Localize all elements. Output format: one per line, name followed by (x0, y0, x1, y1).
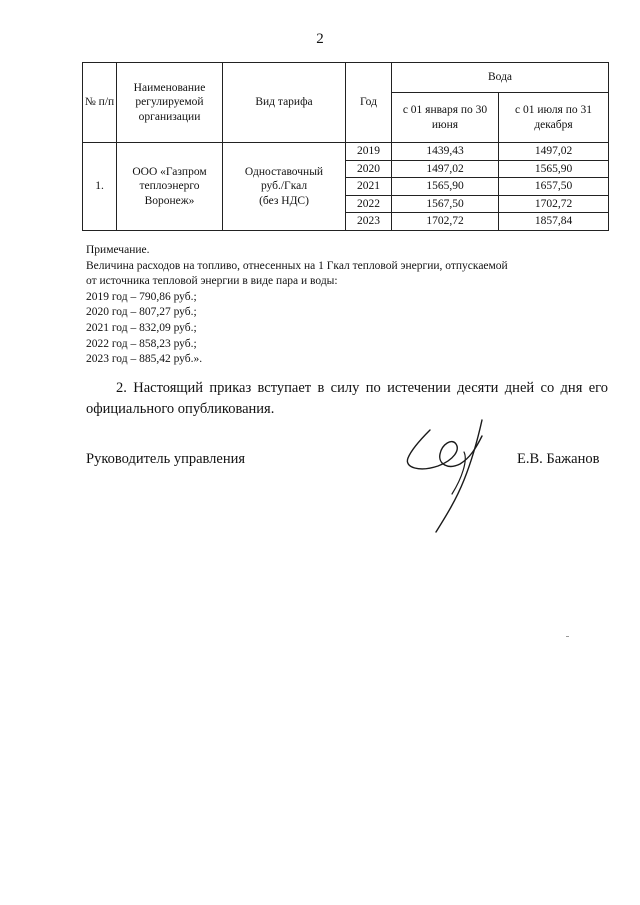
notes-block (86, 243, 606, 368)
scan-speck (566, 636, 569, 637)
notes-item: 2023 год – 885,42 руб.». (86, 353, 203, 366)
value-cell: 1497,02 (392, 160, 499, 178)
header-tariff-type: Вид тарифа (223, 63, 346, 143)
value-cell: 1567,50 (392, 195, 499, 213)
table-row (83, 143, 609, 161)
header-org: Наименование регулируемой организации (117, 63, 223, 143)
notes-item: 2020 год – 807,27 руб.; (86, 306, 197, 319)
header-year: Год (346, 63, 392, 143)
value-cell: 1439,43 (392, 143, 499, 161)
year-cell: 2020 (346, 160, 392, 178)
value-cell: 1702,72 (499, 195, 609, 213)
notes-title: Примечание. (86, 244, 150, 256)
page-number: 2 (316, 31, 324, 47)
notes-line-1: Величина расходов на топливо, отнесенных на 1 Гкал тепловой энергии, отпускаемой (86, 259, 508, 272)
tariff-type-line-1: Одноставочный (244, 165, 324, 178)
header-period-2: с 01 июля по 31 декабря (499, 93, 609, 143)
order-paragraph: 2. Настоящий приказ вступает в силу по истечении десяти дней со дня его официального опубликования. (86, 380, 608, 417)
value-cell: 1565,90 (392, 178, 499, 196)
signature-title: Руководитель управления (86, 451, 246, 467)
header-water: Вода (392, 63, 609, 93)
value-cell: 1857,84 (499, 213, 609, 231)
year-cell: 2022 (346, 195, 392, 213)
tariff-type-line-2: руб./Гкал (260, 180, 308, 193)
tariff-table (82, 62, 609, 231)
tariff-type-cell (223, 143, 346, 231)
year-cell: 2021 (346, 178, 392, 196)
handwritten-signature-image (398, 408, 498, 538)
signature-name: Е.В. Бажанов (517, 451, 600, 467)
header-num: № п/п (83, 63, 117, 143)
notes-item: 2021 год – 832,09 руб.; (86, 321, 197, 334)
header-period-1: с 01 января по 30 июня (392, 93, 499, 143)
org-name: ООО «Газпром теплоэнерго Воронеж» (117, 143, 223, 231)
value-cell: 1565,90 (499, 160, 609, 178)
value-cell: 1657,50 (499, 178, 609, 196)
notes-item: 2022 год – 858,23 руб.; (86, 337, 197, 350)
value-cell: 1702,72 (392, 213, 499, 231)
tariff-type-line-3: (без НДС) (259, 194, 309, 207)
value-cell: 1497,02 (499, 143, 609, 161)
row-num: 1. (83, 143, 117, 231)
year-cell: 2023 (346, 213, 392, 231)
notes-line-2: от источника тепловой энергии в виде пара и воды: (86, 275, 338, 288)
year-cell: 2019 (346, 143, 392, 161)
notes-item: 2019 год – 790,86 руб.; (86, 290, 197, 303)
